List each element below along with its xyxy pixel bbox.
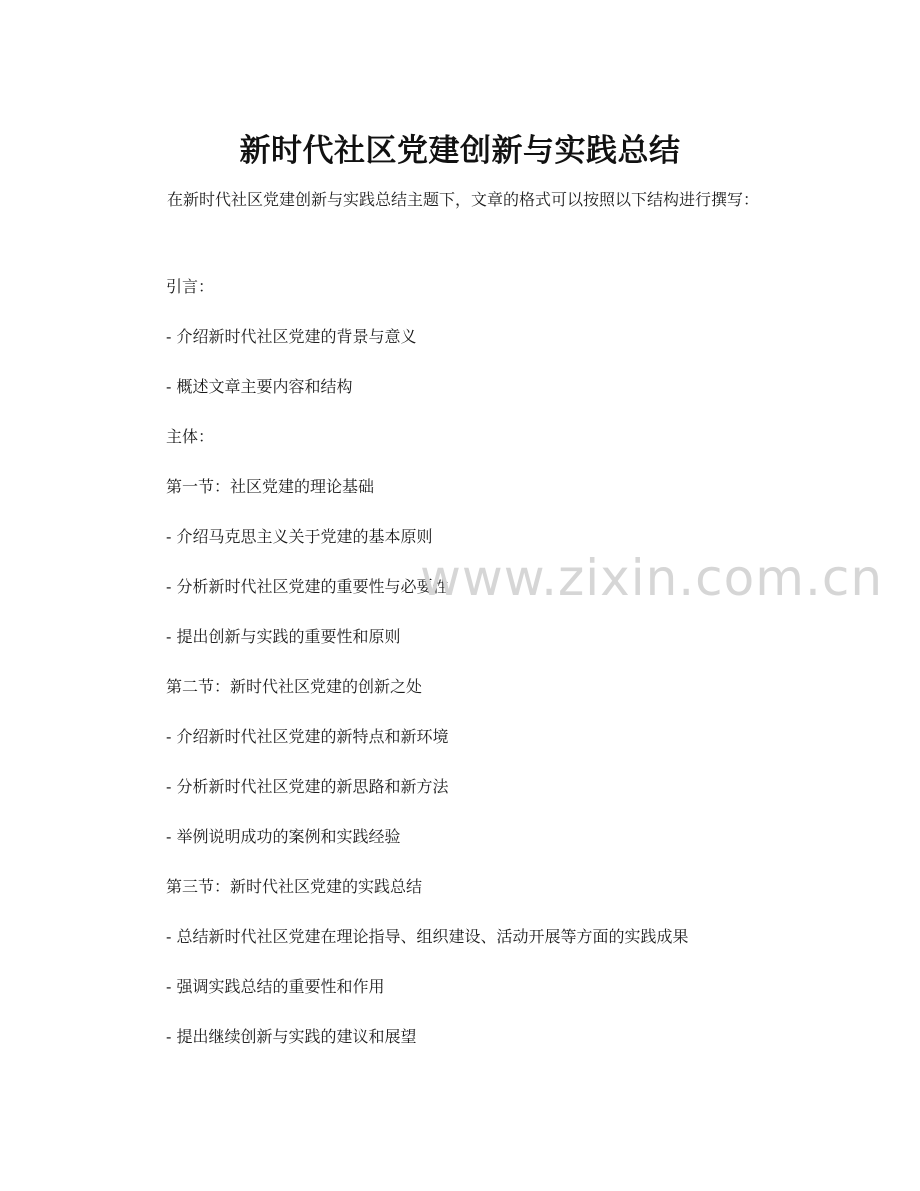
list-item: - 举例说明成功的案例和实践经验	[166, 827, 401, 846]
intro-paragraph: 在新时代社区党建创新与实践总结主题下，文章的格式可以按照以下结构进行撰写：	[167, 190, 760, 209]
section-heading-1: 第一节：社区党建的理论基础	[166, 477, 375, 496]
list-item: - 分析新时代社区党建的新思路和新方法	[166, 777, 449, 796]
list-item: - 强调实践总结的重要性和作用	[166, 977, 385, 996]
list-item: - 介绍新时代社区党建的新特点和新环境	[166, 727, 449, 746]
list-item: - 提出创新与实践的重要性和原则	[166, 627, 401, 646]
list-item: - 总结新时代社区党建在理论指导、组织建设、活动开展等方面的实践成果	[166, 927, 689, 946]
section-heading-2: 第二节：新时代社区党建的创新之处	[166, 677, 423, 696]
section-heading-intro: 引言：	[166, 277, 215, 296]
list-item: - 介绍新时代社区党建的背景与意义	[166, 327, 417, 346]
list-item: - 分析新时代社区党建的重要性与必要性	[166, 577, 449, 596]
list-item: - 提出继续创新与实践的建议和展望	[166, 1027, 417, 1046]
list-item: - 概述文章主要内容和结构	[166, 377, 353, 396]
section-heading-3: 第三节：新时代社区党建的实践总结	[166, 877, 423, 896]
watermark: www.zixin.com.cn	[420, 549, 884, 607]
list-item: - 介绍马克思主义关于党建的基本原则	[166, 527, 433, 546]
document-title: 新时代社区党建创新与实践总结	[239, 132, 681, 169]
section-heading-body: 主体：	[166, 427, 215, 446]
